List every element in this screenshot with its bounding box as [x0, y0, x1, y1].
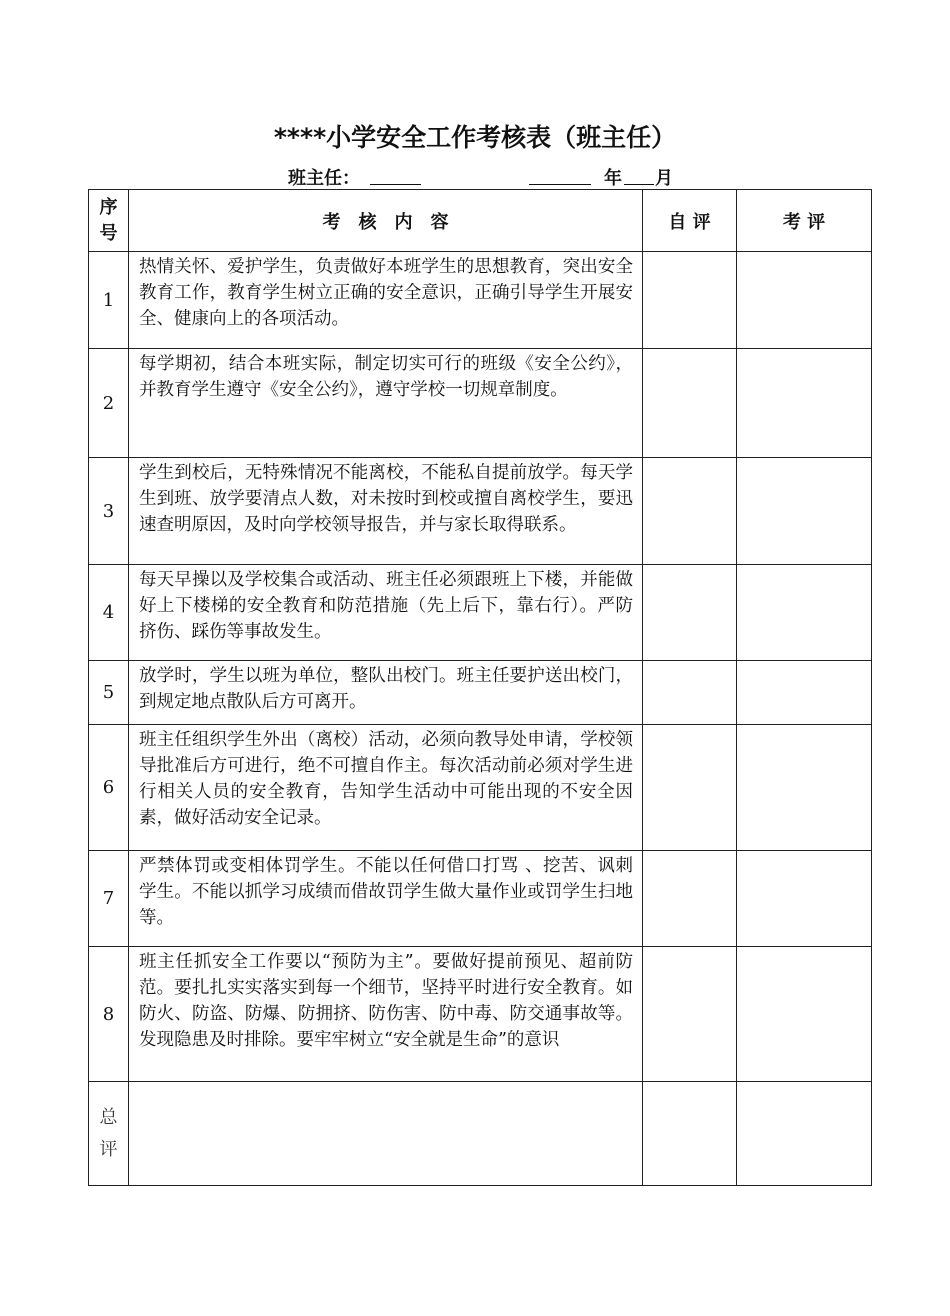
row-number: 3 [89, 458, 129, 565]
review-cell[interactable] [737, 947, 872, 1082]
row-number: 2 [89, 349, 129, 458]
self-eval-cell[interactable] [643, 661, 737, 725]
self-eval-cell[interactable] [643, 565, 737, 661]
table-row [89, 458, 872, 565]
row-content: 严禁体罚或变相体罚学生。不能以任何借口打骂 、挖苦、讽刺学生。不能以抓学习成绩而借故罚学生做大量作业或罚学生扫地等。 [129, 851, 643, 947]
row-content: 班主任抓安全工作要以“预防为主”。要做好提前预见、超前防范。要扎扎实实落实到每一个细节，坚持平时进行安全教育。如防火、防盗、防爆、防拥挤、防伤害、防中毒、防交通事故等。发现隐患及时排除。要牢牢树立“安全就是生命”的意识 [129, 947, 643, 1082]
self-eval-cell[interactable] [643, 947, 737, 1082]
month-label: 月 [655, 168, 673, 189]
summary-label: 总 评 [89, 1082, 129, 1186]
review-cell[interactable] [737, 725, 872, 851]
summary-row [89, 1082, 872, 1186]
self-eval-cell[interactable] [643, 725, 737, 851]
teacher-label: 班主任： [288, 168, 360, 189]
year-blank[interactable] [529, 166, 591, 185]
row-content: 放学时，学生以班为单位，整队出校门。班主任要护送出校门，到规定地点散队后方可离开。 [129, 661, 643, 725]
self-eval-cell[interactable] [643, 458, 737, 565]
row-content: 学生到校后，无特殊情况不能离校，不能私自提前放学。每天学生到班、放学要清点人数，对未按时到校或擅自离校学生，要迅速查明原因，及时向学校领导报告，并与家长取得联系。 [129, 458, 643, 565]
header-seq: 序 号 [89, 190, 129, 252]
summary-review-cell[interactable] [737, 1082, 872, 1186]
row-content: 班主任组织学生外出（离校）活动，必须向教导处申请，学校领导批准后方可进行，绝不可擅自作主。每次活动前必须对学生进行相关人员的安全教育，告知学生活动中可能出现的不安全因素，做好活动安全记录。 [129, 725, 643, 851]
table-row [89, 947, 872, 1082]
row-content: 每天早操以及学校集合或活动、班主任必须跟班上下楼，并能做好上下楼梯的安全教育和防范措施（先上后下，靠右行）。严防挤伤、踩伤等事故发生。 [129, 565, 643, 661]
row-content: 热情关怀、爱护学生，负责做好本班学生的思想教育，突出安全教育工作，教育学生树立正确的安全意识，正确引导学生开展安全、健康向上的各项活动。 [129, 252, 643, 349]
assessment-table [88, 189, 872, 1186]
table-row [89, 725, 872, 851]
page-title: ****小学安全工作考核表（班主任） [273, 123, 677, 152]
review-cell[interactable] [737, 661, 872, 725]
review-cell[interactable] [737, 252, 872, 349]
header-content: 考 核 内 容 [129, 190, 643, 252]
header-review: 考 评 [737, 190, 872, 252]
self-eval-cell[interactable] [643, 851, 737, 947]
row-number: 8 [89, 947, 129, 1082]
header-self-eval: 自 评 [643, 190, 737, 252]
table-row [89, 661, 872, 725]
table-row [89, 851, 872, 947]
review-cell[interactable] [737, 458, 872, 565]
table-row [89, 565, 872, 661]
row-content: 每学期初，结合本班实际，制定切实可行的班级《安全公约》，并教育学生遵守《安全公约》，遵守学校一切规章制度。 [129, 349, 643, 458]
review-cell[interactable] [737, 565, 872, 661]
row-number: 5 [89, 661, 129, 725]
row-number: 1 [89, 252, 129, 349]
table-header-row [89, 190, 872, 252]
self-eval-cell[interactable] [643, 252, 737, 349]
teacher-name-blank[interactable] [370, 166, 421, 185]
self-eval-cell[interactable] [643, 349, 737, 458]
month-blank[interactable] [624, 166, 654, 185]
summary-self-eval-cell[interactable] [643, 1082, 737, 1186]
review-cell[interactable] [737, 851, 872, 947]
table-row [89, 252, 872, 349]
row-number: 6 [89, 725, 129, 851]
row-number: 4 [89, 565, 129, 661]
review-cell[interactable] [737, 349, 872, 458]
year-label: 年 [604, 168, 622, 189]
row-number: 7 [89, 851, 129, 947]
summary-content-cell[interactable] [129, 1082, 643, 1186]
table-row [89, 349, 872, 458]
